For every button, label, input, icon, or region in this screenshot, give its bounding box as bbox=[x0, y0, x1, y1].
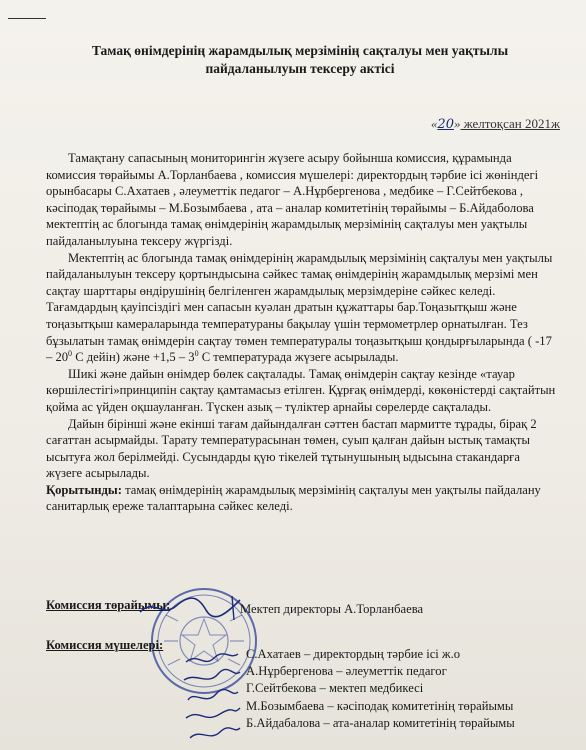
conclusion-label: Қорытынды: bbox=[46, 482, 122, 497]
date-day: 20 bbox=[437, 117, 454, 132]
degree-sup-1: 0 bbox=[68, 348, 73, 358]
chair-signature bbox=[136, 592, 246, 622]
chair-name: Мектеп директоры А.Торланбаева bbox=[240, 602, 424, 616]
paragraph-2-part-b: С дейін) және +1,5 – 3 bbox=[72, 350, 195, 365]
members-label bbox=[46, 638, 163, 653]
members-list bbox=[246, 646, 515, 732]
paragraph-2-part-c: С температурада жүзеге асырылады. bbox=[198, 350, 399, 365]
member-1: С.Ахатаев – директордың тәрбие ісі ж.о bbox=[246, 647, 461, 661]
document-title bbox=[60, 42, 540, 78]
paragraph-2-part-a: Мектептің ас блогында тамақ өнімдерінің жарамдылық мерзімінің сақталуы мен уақтылы пайдаланылуын тексеру қортындысына сәйкес тамақ өнімдерінің жарамдылық мерзімі мен сақтау шарттары өндірушінің белгіленген жарамдылық мерзімдеріне сәйкес келеді. Тағамдардың қауіпсіздігі мен сапасын куәлан дратын құжаттары бар.Тоңазытқыш және тоңазытқыш камераларында температураны бақылау үшін термометрлер орнатылған. Тез бұзылатын тамақ өнімдерін сақтау төмен температуралы тоңазытқыш қондырғыларында ( -17 – 20 bbox=[46, 250, 553, 365]
paragraph-4: Дайын бірінші және екінші тағам дайындалған сәттен бастап мармитте тұрады, бірақ 2 сағаттан асырмайды. Тарату температурасынан төмен, суып қалған дайын ыстық тамақты ысытуға жол берілмейді. Сусындарды қүю тікелей тұтынушының ыдысына стакандарға жүзеге асырылады. bbox=[46, 416, 537, 481]
date-close-quote: » bbox=[453, 116, 461, 131]
header-rule bbox=[8, 18, 46, 19]
paragraph-2 bbox=[46, 250, 556, 366]
member-3: Г.Сейтбекова – мектеп медбикесі bbox=[246, 681, 424, 696]
date-open-quote: « bbox=[430, 116, 438, 131]
date-month-year: желтоқсан 2021ж bbox=[460, 116, 560, 131]
paragraph-3: Шикі және дайын өнімдер бөлек сақталады. Тамақ өнімдерін сақтау кезінде «тауар көршілестігі»принципін сақтау қамтамасыз етілген. Құрғақ өнімдерді, көкөністерді сақтайтын қойма ас үйден оқшауланған. Түскен азық – түліктер арнайы сөрелерде сақталады. bbox=[46, 366, 556, 414]
conclusion bbox=[46, 482, 556, 515]
conclusion-text: тамақ өнімдерінің жарамдылық мерзімінің сақталуы мен уақтылы пайдалану санитарлық ереже талаптарына сәйкес келеді. bbox=[46, 482, 541, 514]
member-5: Б.Айдабалова – ата-аналар комитетінің төрайымы bbox=[246, 715, 515, 730]
chair-label-text: Комиссия төрайымы: bbox=[46, 598, 171, 612]
members-label-text: Комиссия мүшелері: bbox=[46, 638, 164, 652]
member-2: А.Нұрбергенова – әлеуметтік педагог bbox=[246, 664, 447, 679]
document-body bbox=[46, 150, 556, 515]
title-line-2: пайдаланылуын тексеру актісі bbox=[205, 61, 395, 76]
member-4: М.Бозымбаева – кәсіподақ комитетінің төрайымы bbox=[246, 698, 514, 713]
document-date bbox=[431, 116, 560, 132]
paragraph-1: Тамақтану сапасының мониторингін жүзеге асыру бойынша комиссия, құрамында комиссия төрайымы А.Торланбаева , комиссия мүшелері: директордың тәрбие ісі жөніндегі орынбасары С.Ахатаев , әлеуметтік педагог – А.Нұрбергенова , медбике – Г.Сейтбекова , кәсіподақ төрайымы – М.Бозымбаева , ата – аналар комитетінің төрайымы – Б.Айдаболова мектептің ас блогында тамақ өнімдерінің жарамдылық мерзімінің сақталуы мен уақтылы пайдаланылуына тексеру жүргізді. bbox=[46, 151, 539, 248]
title-line-1: Тамақ өнімдерінің жарамдылық мерзімінің сақталуы мен уақтылы bbox=[91, 43, 509, 58]
members-signatures bbox=[180, 650, 244, 746]
degree-sup-2: 0 bbox=[194, 348, 199, 358]
